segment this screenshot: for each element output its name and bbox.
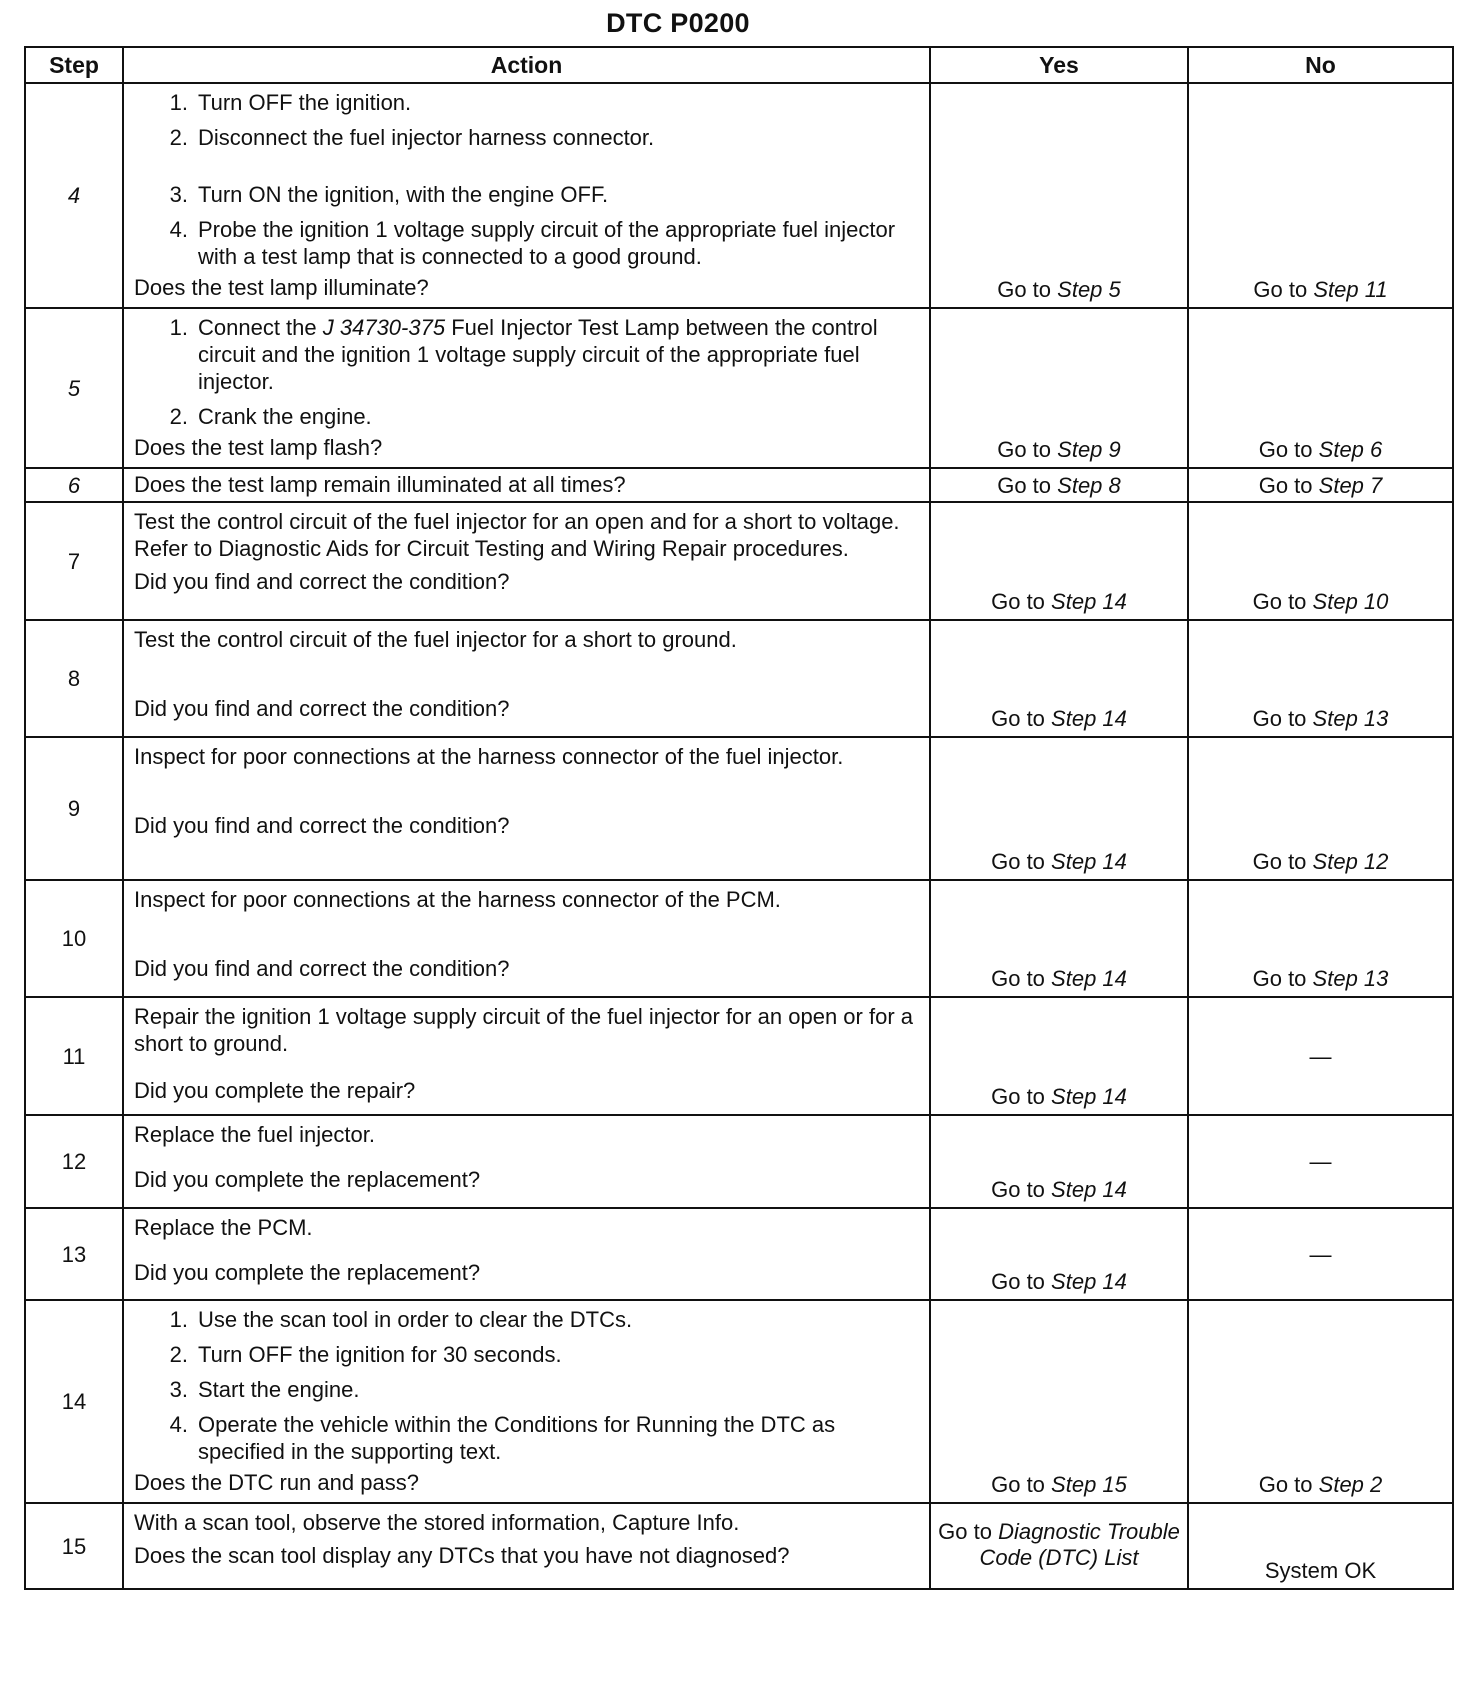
question-text: Did you find and correct the condition? xyxy=(134,696,510,721)
yes-cell[interactable]: Go to Step 14 xyxy=(930,880,1188,997)
header-action: Action xyxy=(123,47,930,83)
instruction-text: Replace the PCM. xyxy=(134,1215,313,1240)
question-text: Did you find and correct the condition? xyxy=(134,569,510,594)
action-cell xyxy=(123,997,930,1115)
action-list xyxy=(134,89,919,270)
action-cell xyxy=(123,1300,930,1503)
action-cell xyxy=(123,1115,930,1208)
question-text: Did you complete the replacement? xyxy=(134,1167,481,1192)
table-row xyxy=(25,1300,1453,1503)
question-text: Did you find and correct the condition? xyxy=(134,813,510,838)
no-cell: System OK xyxy=(1188,1503,1453,1589)
yes-cell[interactable]: Go to Step 14 xyxy=(930,997,1188,1115)
no-cell[interactable]: Go to Step 11 xyxy=(1188,83,1453,308)
list-item: 3. Start the engine. xyxy=(169,1377,360,1402)
list-item: 4. Operate the vehicle within the Conditions for Running the DTC as specified in the supporting text. xyxy=(169,1412,836,1464)
question-text: Does the DTC run and pass? xyxy=(134,1470,419,1495)
yes-cell[interactable]: Go to Step 14 xyxy=(930,620,1188,737)
table-row xyxy=(25,1208,1453,1300)
question-text: Did you complete the replacement? xyxy=(134,1260,481,1285)
table-row xyxy=(25,1503,1453,1589)
table-row xyxy=(25,468,1453,502)
action-cell xyxy=(123,880,930,997)
no-cell: — xyxy=(1188,997,1453,1115)
instruction-text: Test the control circuit of the fuel injector for an open and for a short to voltage. Refer to Diagnostic Aids for Circuit Testing and Wiring Repair procedures. xyxy=(134,509,900,561)
instruction-text: Replace the fuel injector. xyxy=(134,1122,375,1147)
header-no: No xyxy=(1188,47,1453,83)
table-row xyxy=(25,83,1453,308)
table-row xyxy=(25,620,1453,737)
yes-cell[interactable]: Go to Step 14 xyxy=(930,1115,1188,1208)
list-item: 1. Use the scan tool in order to clear the DTCs. xyxy=(169,1307,633,1332)
step-number: 5 xyxy=(25,308,123,468)
question-text: Does the test lamp remain illuminated at all times? xyxy=(134,472,626,497)
table-row xyxy=(25,308,1453,468)
header-yes: Yes xyxy=(930,47,1188,83)
step-number: 7 xyxy=(25,502,123,620)
action-cell xyxy=(123,1208,930,1300)
list-item: 2. Disconnect the fuel injector harness connector. xyxy=(169,125,655,150)
instruction-text: Inspect for poor connections at the harness connector of the fuel injector. xyxy=(134,744,844,769)
yes-cell[interactable]: Go to Step 8 xyxy=(930,468,1188,502)
dtc-list-link: Diagnostic Trouble Code (DTC) List xyxy=(979,1519,1180,1570)
table-row xyxy=(25,997,1453,1115)
question-text: Did you find and correct the condition? xyxy=(134,956,510,981)
yes-cell[interactable]: Go to Diagnostic Trouble Code (DTC) List xyxy=(930,1503,1188,1589)
step-number: 6 xyxy=(25,468,123,502)
action-cell xyxy=(123,468,930,502)
step-number: 13 xyxy=(25,1208,123,1300)
step-number: 12 xyxy=(25,1115,123,1208)
action-cell xyxy=(123,83,930,308)
list-item: 4. Probe the ignition 1 voltage supply circuit of the appropriate fuel injector with a test lamp that is connected to a good ground. xyxy=(169,217,896,269)
yes-cell[interactable]: Go to Step 15 xyxy=(930,1300,1188,1503)
header-row xyxy=(25,47,1453,83)
no-cell[interactable]: Go to Step 7 xyxy=(1188,468,1453,502)
no-cell: — xyxy=(1188,1115,1453,1208)
header-step: Step xyxy=(25,47,123,83)
action-cell xyxy=(123,737,930,880)
action-cell xyxy=(123,620,930,737)
list-item: 2. Turn OFF the ignition for 30 seconds. xyxy=(169,1342,562,1367)
list-item: 3. Turn ON the ignition, with the engine OFF. xyxy=(169,182,609,207)
action-list xyxy=(134,314,919,430)
table-row xyxy=(25,1115,1453,1208)
action-list xyxy=(134,1306,919,1465)
no-cell[interactable]: Go to Step 13 xyxy=(1188,880,1453,997)
list-item: 2. Crank the engine. xyxy=(169,404,372,429)
yes-cell[interactable]: Go to Step 5 xyxy=(930,83,1188,308)
list-item: 1. Turn OFF the ignition. xyxy=(169,90,412,115)
instruction-text: Inspect for poor connections at the harness connector of the PCM. xyxy=(134,887,781,912)
step-number: 15 xyxy=(25,1503,123,1589)
action-cell xyxy=(123,1503,930,1589)
action-cell xyxy=(123,308,930,468)
no-cell[interactable]: Go to Step 2 xyxy=(1188,1300,1453,1503)
no-cell[interactable]: Go to Step 12 xyxy=(1188,737,1453,880)
table-row xyxy=(25,880,1453,997)
step-number: 8 xyxy=(25,620,123,737)
list-item: 1. Connect the J 34730-375 Fuel Injector Test Lamp between the control circuit and the ignition 1 voltage supply circuit of the appropriate fuel injector. xyxy=(169,315,878,394)
instruction-text: With a scan tool, observe the stored information, Capture Info. xyxy=(134,1510,740,1535)
table-row xyxy=(25,502,1453,620)
yes-cell[interactable]: Go to Step 14 xyxy=(930,502,1188,620)
question-text: Does the test lamp flash? xyxy=(134,435,383,460)
diagnostic-table xyxy=(24,46,1454,1590)
instruction-text: Test the control circuit of the fuel injector for a short to ground. xyxy=(134,627,737,652)
question-text: Does the scan tool display any DTCs that you have not diagnosed? xyxy=(134,1543,790,1568)
question-text: Did you complete the repair? xyxy=(134,1078,416,1103)
step-number: 10 xyxy=(25,880,123,997)
yes-cell[interactable]: Go to Step 9 xyxy=(930,308,1188,468)
question-text: Does the test lamp illuminate? xyxy=(134,275,429,300)
document-title: DTC P0200 xyxy=(606,8,750,38)
tool-reference: J 34730-375 xyxy=(322,315,446,340)
step-number: 14 xyxy=(25,1300,123,1503)
action-cell xyxy=(123,502,930,620)
instruction-text: Repair the ignition 1 voltage supply circuit of the fuel injector for an open or for a short to ground. xyxy=(134,1004,914,1056)
step-number: 11 xyxy=(25,997,123,1115)
step-number: 4 xyxy=(25,83,123,308)
yes-cell[interactable]: Go to Step 14 xyxy=(930,1208,1188,1300)
yes-cell[interactable]: Go to Step 14 xyxy=(930,737,1188,880)
table-row xyxy=(25,737,1453,880)
no-cell: — xyxy=(1188,1208,1453,1300)
step-number: 9 xyxy=(25,737,123,880)
no-cell[interactable]: Go to Step 13 xyxy=(1188,620,1453,737)
no-cell[interactable]: Go to Step 6 xyxy=(1188,308,1453,468)
no-cell[interactable]: Go to Step 10 xyxy=(1188,502,1453,620)
